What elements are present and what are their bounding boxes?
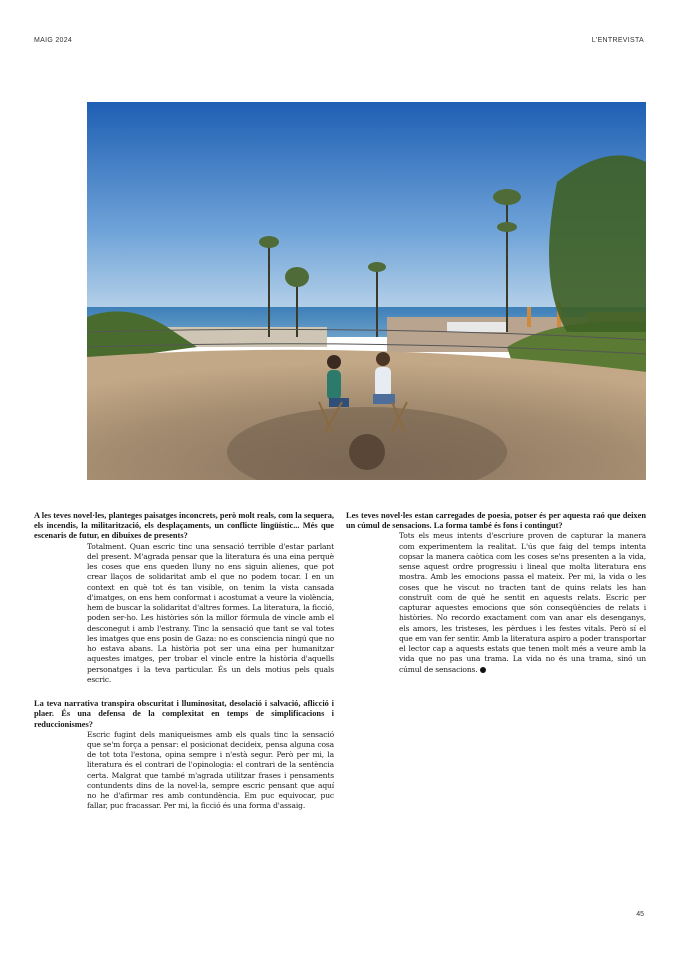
question-2: La teva narrativa transpira obscuritat i lluminositat, desolació i salvació, aflicció i plaer. És una defensa de la complexitat en temps de simplificacions i reduccionismes? <box>34 699 334 729</box>
issue-date: MAIG 2024 <box>34 37 73 44</box>
question-3: Les teves novel·les estan carregades de poesia, potser és per aquesta raó que deixen un cúmul de sensacions. La forma també és fons i contingut? <box>346 511 646 531</box>
section-title: L'ENTREVISTA <box>591 37 644 44</box>
answer-2: Escric fugint dels maniqueismes amb els quals tinc la sensació que se'm força a pensar: el posicionat decideix, pensa alguna cosa de tot tota l'estona, opina sempre i n'està segur. Però per mi, la literatura és el contrari de l'opinologia: el contrari de la sentència certa. Malgrat que també m'agrada utilitzar frases i pensaments contundents dins de la novel·la, sempre escric pensant que aquí no he d'afirmar res amb contundència. Em puc equivocar, puc fallar, puc fracassar. Per mi, la ficció és una forma d'assaig. <box>87 729 334 811</box>
answer-3: Tots els meus intents d'escriure proven de capturar la manera com experimentem la realitat. L'ús que faig del temps intenta copsar la manera caòtica com les coses se'ns presenten a la vida, sense aquest ordre progressiu i lineal que molta literatura ens mostra. Amb les emocions passa el mateix. Per mi, la vida o les coses que he viscut no tracten tant de quins relats les han construït com de què he sentit en aquests relats. Escric per capturar aquestes emocions que són conseqüències de relats i històries. No recordo exactament com van anar els desenganys, els amors, les tristeses, les pèrdues i les festes vitals. Però sí el que em van fer sentir. Amb la literatura aspiro a poder transportar el lector cap a aquests estats que tenen molt més a veure amb la vida que no pas una trama. La vida no és una trama, sinó un cúmul de sensacions. <box>399 531 646 674</box>
column-right <box>346 511 646 675</box>
page-number: 45 <box>636 911 644 918</box>
answer-1: Totalment. Quan escric tinc una sensació terrible d'estar parlant del present. M'agrada pensar que la literatura és una eina perquè les coses que ens queden lluny no ens siguin alienes, que pot crear llaços de solidaritat amb el que no podem tocar. I en un context en què tot és tan visible, on tenim la vista cansada d'imatges, on ens hem conformat i acostumat a veure la violència, hem de buscar la solidaritat d'altres formes. La literatura, la ficció, poden ser-ho. Les històries són la millor fórmula de vincle amb el desconegut i amb l'estrany. Tinc la sensació que tant se val totes les imatges que ens posin de Gaza: no es consciencia ningú que no ho estava abans. La història pot ser una eina per humanitzar aquestes imatges, per trobar el vincle entre la història d'aquells personatges i la teva particular. És un dels motius pels quals escric. <box>87 541 335 684</box>
photo-icon <box>87 102 646 480</box>
question-1: A les teves novel·les, planteges paisatges inconcrets, però molt reals, com la sequera, els incendis, la militarització, els desplaçaments, un conflicte lingüístic... Més que escenaris de futur, en dibuixes de presents? <box>34 511 334 541</box>
answer-3-wrapper <box>399 531 646 675</box>
column-left <box>34 511 334 812</box>
end-mark-icon <box>480 667 486 673</box>
interview-photo <box>87 102 646 480</box>
